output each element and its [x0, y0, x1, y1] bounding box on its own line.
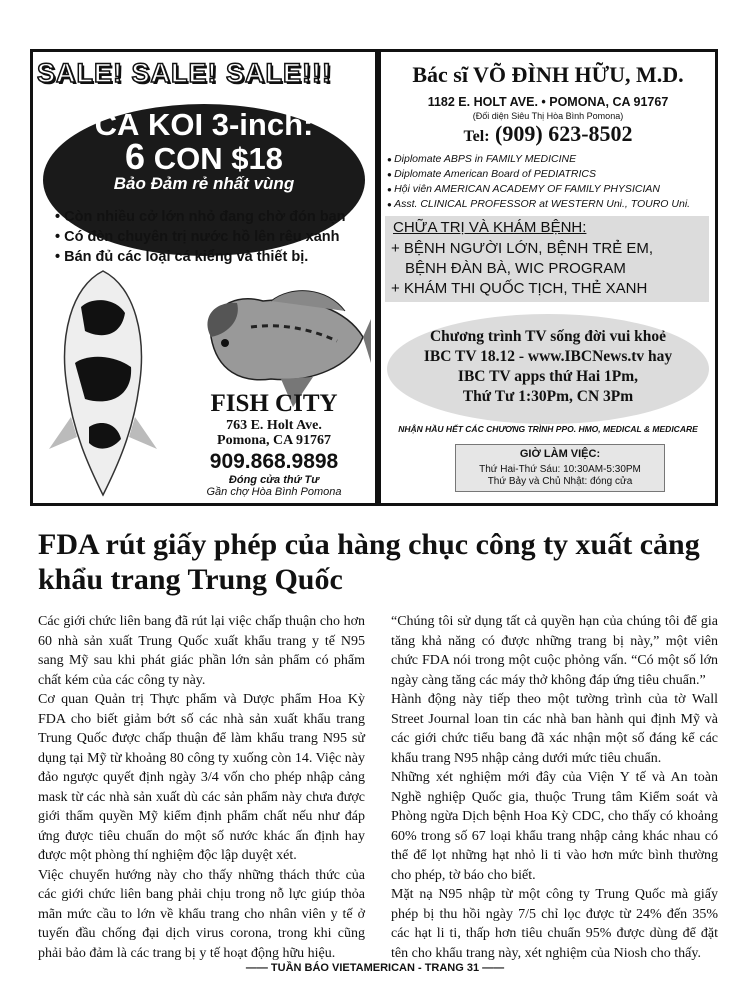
credential-item: ● Diplomate American Board of PEDIATRICS [387, 167, 713, 182]
article-paragraph: Việc chuyển hướng này cho thấy những thách thức của các giới chức liên bang phải chịu trong nỗ lực giúp thỏa mãn mức cầu to lớn về khẩu trang cho nhân viên y tế ở tuyến đầu chống đại dịch virus corona, trong khi cũng phải bảo đảm là các trang bị y tế hoạt động hữu hiệu. [38, 867, 365, 961]
article-paragraph: Cơ quan Quản trị Thực phẩm và Dược phẩm Hoa Kỳ FDA cho biết giảm bớt số các nhà sản xuất khẩu trang Trung Quốc được chấp thuận để làm khẩu trang N95 sử dụng tại Mỹ từ khoảng 80 công ty xuống còn 14. Việc này đảo ngược quyết định ngày 3/4 vốn cho phép nhập cảng mask từ các nhà sản xuất dù các sản phẩm này chưa được giới thẩm quyền Mỹ kiểm định phẩm chất nếu như đáp ứng được tiêu chuẩn do một số nước khác ấn định hay được một phòng thí nghiệm độc lập duyệt xét. [38, 692, 365, 863]
credential-item: ● Hội viên AMERICAN ACADEMY OF FAMILY PHYSICIAN [387, 182, 713, 197]
credential-item: ● Diplomate ABPS in FAMILY MEDICINE [387, 152, 713, 167]
store-name: FISH CITY [210, 390, 338, 417]
store-closed-day: Đóng cửa thứ Tư [228, 474, 320, 486]
koi-price-text: CON $18 [153, 141, 283, 176]
service-line: + KHÁM THI QUỐC TỊCH, THẺ XANH [391, 280, 648, 297]
store-location-note: Gần chợ Hòa Bình Pomona [206, 486, 342, 498]
article-headline: FDA rút giấy phép của hàng chục công ty xuất cảng khẩu trang Trung Quốc [38, 528, 700, 596]
koi-offer-title: CÁ KOI 3-inch: [94, 107, 314, 142]
koi-offer-price [43, 136, 365, 177]
store-address [179, 418, 369, 448]
doctor-landmark: (Đối diện Siêu Thị Hòa Bình Pomona) [472, 111, 624, 121]
koi-guarantee: Bảo Đảm rẻ nhất vùng [113, 174, 295, 193]
store-address-line: 763 E. Holt Ave. [226, 418, 322, 433]
article-paragraph: “Chúng tôi sử dụng tất cả quyền hạn của chúng tôi để gia tăng khả năng có được những trang bị này,” một viên chức FDA nói trong một cuộc phỏng vấn. “Có một số lớn ngày càng tăng các máy thở không đáp ứng tiêu chuẩn.” [391, 614, 718, 688]
koi-bullet: • Còn nhiều cở lớn nhỏ đang chờ đón bạn [55, 207, 373, 227]
article-column-right [391, 612, 718, 963]
sale-banner: SALE! SALE! SALE!!! [37, 58, 332, 88]
koi-bullet-list [55, 207, 373, 267]
insurance-note: NHẬN HẦU HẾT CÁC CHƯƠNG TRÌNH PPO. HMO, MEDICAL & MEDICARE [398, 424, 698, 434]
koi-bullet: • Có đèn chuyên trị nước hồ lên rêu xanh [55, 227, 373, 247]
hours-line: Thứ Bảy và Chủ Nhật: đóng cửa [487, 476, 633, 487]
doctor-name: Bác sĩ VÕ ĐÌNH HỮU, M.D. [412, 62, 684, 87]
hours-title: GIỜ LÀM VIỆC: [519, 448, 601, 460]
services-title: CHỮA TRỊ VÀ KHÁM BỆNH: [393, 219, 587, 236]
store-phone: 909.868.9898 [209, 450, 339, 473]
tv-program-line: Chương trình TV sống đời vui khoẻ [429, 328, 667, 345]
article-column-left [38, 612, 365, 963]
article-paragraph: Những xét nghiệm mới đây của Viện Y tế và An toàn Nghề nghiệp Quốc gia, thuộc Trung tâm Kiểm soát và Phòng ngừa Dịch bệnh Hoa Kỳ CDC, cho thấy có khoảng 60% trong số 67 loại khẩu trang nhập cảng khác nhau có thể để lọt những hạt nhỏ li ti vào hơn mức bình thường cho phép, tờ báo cho biết. [391, 770, 718, 883]
koi-advertisement [30, 49, 378, 506]
credentials-list [387, 152, 713, 212]
doctor-advertisement [378, 49, 718, 506]
koi-bullet: • Bán đủ các loại cá kiểng và thiết bị. [55, 247, 373, 267]
tv-program-line: Thứ Tư 1:30Pm, CN 3Pm [462, 388, 634, 405]
hours-line: Thứ Hai-Thứ Sáu: 10:30AM-5:30PM [479, 464, 641, 475]
tv-program-line: IBC TV apps thứ Hai 1Pm, [457, 368, 639, 385]
store-address-line: Pomona, CA 91767 [217, 433, 331, 448]
credential-item: ● Asst. CLINICAL PROFESSOR at WESTERN Uni., TOURO Uni. [387, 197, 713, 212]
tel-number: (909) 623-8502 [495, 121, 633, 146]
office-hours-box [455, 444, 665, 492]
article-paragraph: Mặt nạ N95 nhập từ một công ty Trung Quốc mà giấy phép bị thu hồi ngày 7/5 chỉ lọc được từ 24% đến 35% các hạt li ti, thấp hơn tiêu chuẩn 95% được dùng để đặt tên cho khẩu trang này, xét nghiệm của Niosh cho thấy. [391, 887, 718, 961]
services-box [385, 216, 709, 302]
article-paragraph: Các giới chức liên bang đã rút lại việc chấp thuận cho hơn 60 nhà sản xuất Trung Quốc xuất khẩu trang y tế N95 sang Mỹ sau khi phát giác phần lớn sản phẩm có phẩm chất kém của các công ty này. [38, 614, 365, 688]
tv-program-line: IBC TV 18.12 - www.IBCNews.tv hay [423, 348, 673, 365]
page-footer: —— TUẦN BÁO VIETAMERICAN - TRANG 31 —— [245, 962, 505, 974]
koi-count: 6 [125, 136, 146, 177]
koi-fish-image [49, 271, 157, 495]
doctor-phone [381, 121, 715, 147]
service-line: + BỆNH NGƯỜI LỚN, BỆNH TRẺ EM, [391, 240, 654, 257]
service-line: BỆNH ĐÀN BÀ, WIC PROGRAM [405, 260, 626, 277]
tel-label: Tel: [463, 128, 490, 145]
doctor-address: 1182 E. HOLT AVE. • POMONA, CA 91767 [427, 95, 669, 109]
article-paragraph: Hành động này tiếp theo một tường trình của tờ Wall Street Journal loan tin các nhà ban hành qui định Mỹ và các giới chức tiểu bang đã xác nhận một số đáng kể các khẩu trang N95 nhập cảng dưới mức tiêu chuẩn. [391, 692, 718, 766]
